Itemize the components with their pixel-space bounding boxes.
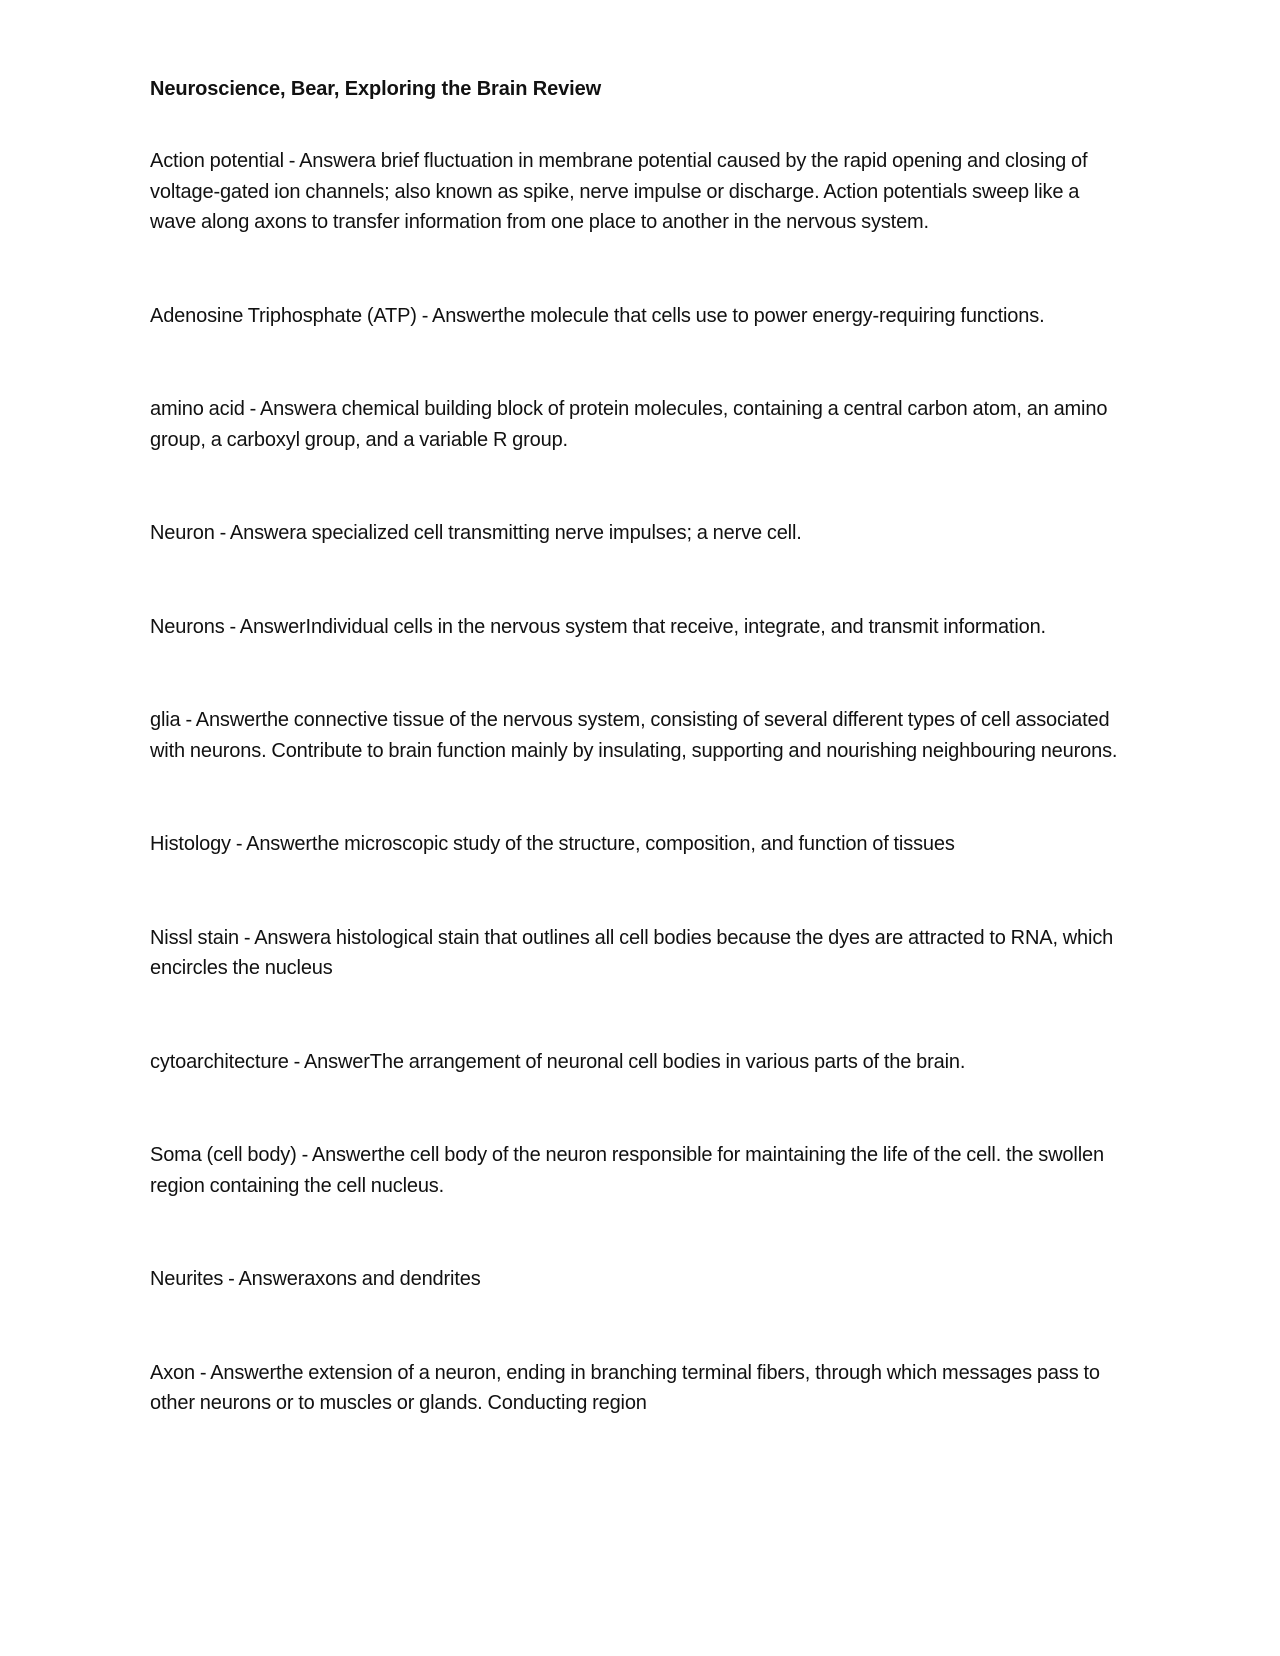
entry-histology: Histology - Answerthe microscopic study of the structure, composition, and function of tissues <box>150 833 955 855</box>
entry-atp: Adenosine Triphosphate (ATP) - Answerthe molecule that cells use to power energy-requiring functions. <box>150 304 1045 327</box>
entry-action-potential: Action potential - Answera brief fluctuation in membrane potential caused by the rapid opening and closing of voltage-gated ion channels; also known as spike, nerve impulse or discharge. Action potentials sweep like a wave along axons to transfer information from one place to another in the nervous system. <box>150 150 1088 233</box>
entry-amino-acid: amino acid - Answera chemical building block of protein molecules, containing a central carbon atom, an amino group, a carboxyl group, and a variable R group. <box>150 398 1108 451</box>
entry-glia: glia - Answerthe connective tissue of the nervous system, consisting of several different types of cell associated with neurons. Contribute to brain function mainly by insulating, supporting and nourishing neighbouring neurons. <box>150 709 1118 762</box>
entry-soma: Soma (cell body) - Answerthe cell body of the neuron responsible for maintaining the life of the cell. the swollen region containing the cell nucleus. <box>150 1144 1104 1197</box>
entry-axon: Axon - Answerthe extension of a neuron, ending in branching terminal fibers, through which messages pass to other neurons or to muscles or glands. Conducting region <box>150 1361 1100 1414</box>
entry-neuron: Neuron - Answera specialized cell transmitting nerve impulses; a nerve cell. <box>150 522 802 544</box>
entry-cytoarchitecture: cytoarchitecture - AnswerThe arrangement of neuronal cell bodies in various parts of the brain. <box>150 1050 966 1073</box>
document-title: Neuroscience, Bear, Exploring the Brain Review <box>150 78 602 100</box>
entry-neurites: Neurites - Answeraxons and dendrites <box>150 1268 481 1290</box>
entry-nissl-stain: Nissl stain - Answera histological stain that outlines all cell bodies because the dyes are attracted to RNA, which encircles the nucleus <box>150 926 1114 979</box>
entry-neurons: Neurons - AnswerIndividual cells in the nervous system that receive, integrate, and transmit information. <box>150 615 1046 638</box>
document-page <box>150 74 1130 1482</box>
